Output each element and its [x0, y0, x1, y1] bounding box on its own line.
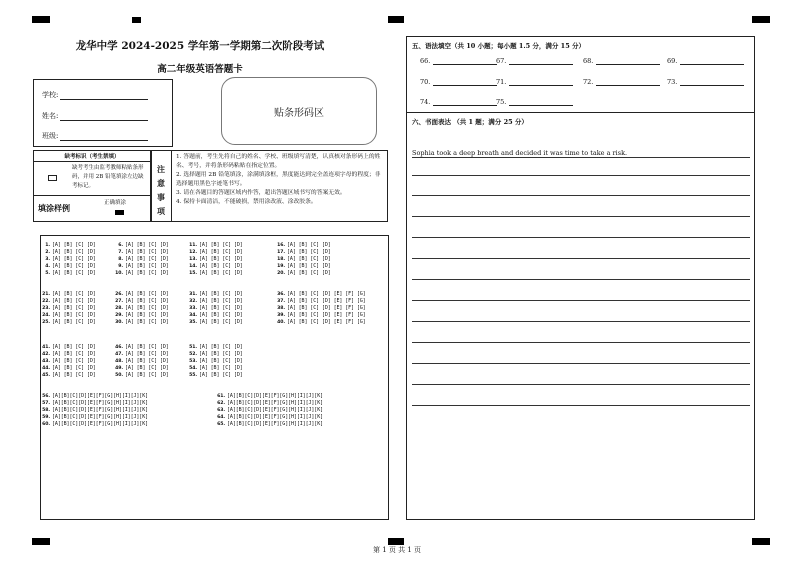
- mc-row[interactable]: 18. [A] [B] [C] [D]: [277, 256, 331, 262]
- mc-row[interactable]: 3. [A] [B] [C] [D]: [45, 256, 96, 262]
- mc-row[interactable]: 52. [A] [B] [C] [D]: [189, 351, 243, 357]
- blank-66[interactable]: 66.: [420, 57, 497, 65]
- mc-row[interactable]: 35. [A] [B] [C] [D]: [189, 319, 243, 325]
- school-field[interactable]: [42, 90, 148, 100]
- writing-line[interactable]: [412, 195, 750, 196]
- note-item: 3. 请在各题目的答题区域内作答，超出答题区域书写的答案无效。: [176, 190, 346, 196]
- page-subtitle: 高二年级英语答题卡: [157, 64, 243, 75]
- mc-row[interactable]: 40. [A] [B] [C] [D] [E] [F] [G]: [277, 319, 366, 325]
- mc-row[interactable]: 15. [A] [B] [C] [D]: [189, 270, 243, 276]
- mc-row[interactable]: 1. [A] [B] [C] [D]: [45, 242, 96, 248]
- mc-row[interactable]: 31. [A] [B] [C] [D]: [189, 291, 243, 297]
- mc-block-2-col-2: [113, 291, 169, 326]
- mc-row[interactable]: 32. [A] [B] [C] [D]: [189, 298, 243, 304]
- absent-checkbox[interactable]: [48, 175, 57, 181]
- mc-row[interactable]: 63. [A][B][C][D][E][F][G][H][I][J][K]: [217, 407, 324, 413]
- mc-row[interactable]: 30. [A] [B] [C] [D]: [115, 319, 169, 325]
- alignment-mark: [32, 538, 50, 545]
- alignment-mark: [752, 538, 770, 545]
- mc-row[interactable]: 23. [A] [B] [C] [D]: [42, 305, 96, 311]
- mc-row[interactable]: 13. [A] [B] [C] [D]: [189, 256, 243, 262]
- mc-row[interactable]: 2. [A] [B] [C] [D]: [45, 249, 96, 255]
- mc-row[interactable]: 17. [A] [B] [C] [D]: [277, 249, 331, 255]
- mc-row[interactable]: 28. [A] [B] [C] [D]: [115, 305, 169, 311]
- mc-row[interactable]: 43. [A] [B] [C] [D]: [42, 358, 96, 364]
- mc-row[interactable]: 8. [A] [B] [C] [D]: [118, 256, 169, 262]
- mc-row[interactable]: 44. [A] [B] [C] [D]: [42, 365, 96, 371]
- mc-row[interactable]: 57. [A][B][C][D][E][F][G][H][I][J][K]: [42, 400, 149, 406]
- fill-correct-label: 正确填涂: [104, 200, 127, 206]
- class-label: 班级:: [42, 132, 59, 140]
- blank-67[interactable]: 67.: [496, 57, 573, 65]
- mc-row[interactable]: 41. [A] [B] [C] [D]: [42, 344, 96, 350]
- mc-row[interactable]: 59. [A][B][C][D][E][F][G][H][I][J][K]: [42, 414, 149, 420]
- mc-row[interactable]: 64. [A][B][C][D][E][F][G][H][I][J][K]: [217, 414, 324, 420]
- mc-row[interactable]: 34. [A] [B] [C] [D]: [189, 312, 243, 318]
- mc-row[interactable]: 27. [A] [B] [C] [D]: [115, 298, 169, 304]
- mc-row[interactable]: 46. [A] [B] [C] [D]: [115, 344, 169, 350]
- mc-block-1-col-4: [275, 242, 331, 277]
- mc-row[interactable]: 51. [A] [B] [C] [D]: [189, 344, 243, 350]
- mc-row[interactable]: 55. [A] [B] [C] [D]: [189, 372, 243, 378]
- mc-row[interactable]: 25. [A] [B] [C] [D]: [42, 319, 96, 325]
- mc-row[interactable]: 19. [A] [B] [C] [D]: [277, 263, 331, 269]
- section-divider: [406, 112, 755, 113]
- mc-row[interactable]: 4. [A] [B] [C] [D]: [45, 263, 96, 269]
- mc-row[interactable]: 38. [A] [B] [C] [D] [E] [F] [G]: [277, 305, 366, 311]
- mc-row[interactable]: 36. [A] [B] [C] [D] [E] [F] [G]: [277, 291, 366, 297]
- absent-title: 缺考标识（考生禁填）: [64, 154, 120, 160]
- name-line[interactable]: [60, 114, 148, 121]
- class-field[interactable]: [42, 131, 148, 141]
- mc-row[interactable]: 7. [A] [B] [C] [D]: [118, 249, 169, 255]
- name-label: 姓名:: [42, 112, 59, 120]
- writing-line[interactable]: [412, 321, 750, 322]
- mc-row[interactable]: 49. [A] [B] [C] [D]: [115, 365, 169, 371]
- mc-row[interactable]: 58. [A][B][C][D][E][F][G][H][I][J][K]: [42, 407, 149, 413]
- mc-block-2-col-1: [40, 291, 96, 326]
- mc-block-1-col-1: [40, 242, 96, 277]
- note-item: 1. 答题前，考生先将自己的姓名、学校、班级填写清楚，认真核对条形码上的姓名、考号，并将条形码粘贴在指定位置。: [176, 154, 381, 169]
- blank-69[interactable]: 69.: [667, 57, 744, 65]
- mc-block-4-col-2: [215, 393, 323, 428]
- mc-block-2-col-4: [275, 291, 366, 326]
- writing-line[interactable]: [412, 258, 750, 259]
- school-line[interactable]: [60, 93, 148, 100]
- mc-row[interactable]: 47. [A] [B] [C] [D]: [115, 351, 169, 357]
- alignment-mark: [32, 16, 50, 23]
- writing-prompt: Sophia took a deep breath and decided it was time to take a risk.: [412, 149, 750, 158]
- mc-row[interactable]: 42. [A] [B] [C] [D]: [42, 351, 96, 357]
- mc-block-3-col-1: [40, 344, 96, 379]
- mc-row[interactable]: 29. [A] [B] [C] [D]: [115, 312, 169, 318]
- mc-row[interactable]: 14. [A] [B] [C] [D]: [189, 263, 243, 269]
- mc-block-1-col-3: [187, 242, 243, 277]
- mc-row[interactable]: 54. [A] [B] [C] [D]: [189, 365, 243, 371]
- mc-row[interactable]: 53. [A] [B] [C] [D]: [189, 358, 243, 364]
- writing-line[interactable]: [412, 279, 750, 280]
- mc-block-4-col-1: [40, 393, 148, 428]
- absent-text: 缺考考生由监考教师粘贴条形码，并用 2B 铅笔填涂左边缺考标记。: [72, 165, 144, 189]
- note-item: 2. 选择题用 2B 铅笔填涂，涂满填涂框，黑度能达到完全盖连项字母的程度；非选择题用黑色字迹笔书写。: [176, 172, 381, 187]
- note-item: 4. 保持卡面清洁，不能破损，禁用涂改液、涂改胶条。: [176, 199, 317, 205]
- notes-label: 注意事项: [157, 164, 165, 216]
- alignment-mark: [132, 17, 141, 23]
- page-title: 龙华中学 2024-2025 学年第一学期第二次阶段考试: [75, 40, 325, 52]
- fill-divider: [33, 195, 151, 196]
- mc-row[interactable]: 9. [A] [B] [C] [D]: [118, 263, 169, 269]
- writing-line[interactable]: [412, 237, 750, 238]
- blank-71[interactable]: 71.: [496, 78, 573, 86]
- mc-row[interactable]: 24. [A] [B] [C] [D]: [42, 312, 96, 318]
- writing-line[interactable]: [412, 175, 750, 176]
- mc-row[interactable]: 12. [A] [B] [C] [D]: [189, 249, 243, 255]
- blank-74[interactable]: 74.: [420, 98, 497, 106]
- blank-68[interactable]: 68.: [583, 57, 660, 65]
- notes-list: [176, 153, 383, 207]
- mc-row[interactable]: 20. [A] [B] [C] [D]: [277, 270, 331, 276]
- mc-row[interactable]: 33. [A] [B] [C] [D]: [189, 305, 243, 311]
- school-label: 学校:: [42, 91, 59, 99]
- writing-line[interactable]: [412, 216, 750, 217]
- notes-label-divider: [171, 150, 172, 222]
- mc-row[interactable]: 61. [A][B][C][D][E][F][G][H][I][J][K]: [217, 393, 324, 399]
- mc-row[interactable]: 5. [A] [B] [C] [D]: [45, 270, 96, 276]
- mc-row[interactable]: 10. [A] [B] [C] [D]: [115, 270, 169, 276]
- barcode-label: 贴条形码区: [274, 107, 324, 119]
- writing-line[interactable]: [412, 405, 750, 406]
- blank-75[interactable]: 75.: [496, 98, 573, 106]
- name-field[interactable]: [42, 111, 148, 121]
- class-line[interactable]: [60, 134, 148, 141]
- mc-row[interactable]: 62. [A][B][C][D][E][F][G][H][I][J][K]: [217, 400, 324, 406]
- mc-row[interactable]: 22. [A] [B] [C] [D]: [42, 298, 96, 304]
- writing-line[interactable]: [412, 363, 750, 364]
- writing-line[interactable]: [412, 342, 750, 343]
- fill-sample-title: 填涂样例: [38, 203, 70, 213]
- mc-block-3-col-3: [187, 344, 243, 379]
- section5-title: 五、语法填空（共 10 小题；每小题 1.5 分，满分 15 分）: [412, 42, 585, 50]
- alignment-mark: [388, 538, 404, 545]
- page-number: 第 1 页 共 1 页: [372, 546, 422, 554]
- mc-row[interactable]: 45. [A] [B] [C] [D]: [42, 372, 96, 378]
- mc-row[interactable]: 65. [A][B][C][D][E][F][G][H][I][J][K]: [217, 421, 324, 427]
- mc-row[interactable]: 37. [A] [B] [C] [D] [E] [F] [G]: [277, 298, 366, 304]
- right-answer-panel: [406, 36, 755, 520]
- mc-block-1-col-2: [113, 242, 169, 277]
- mc-row[interactable]: 11. [A] [B] [C] [D]: [189, 242, 243, 248]
- writing-line[interactable]: [412, 300, 750, 301]
- blank-73[interactable]: 73.: [667, 78, 744, 86]
- fill-sample-mark: [115, 210, 124, 215]
- mc-row[interactable]: 50. [A] [B] [C] [D]: [115, 372, 169, 378]
- mc-block-2-col-3: [187, 291, 243, 326]
- alignment-mark: [388, 16, 404, 23]
- mc-row[interactable]: 21. [A] [B] [C] [D]: [42, 291, 96, 297]
- mc-row[interactable]: 26. [A] [B] [C] [D]: [115, 291, 169, 297]
- mc-row[interactable]: 60. [A][B][C][D][E][F][G][H][I][J][K]: [42, 421, 149, 427]
- mc-row[interactable]: 16. [A] [B] [C] [D]: [277, 242, 331, 248]
- absent-divider: [33, 161, 151, 162]
- blank-72[interactable]: 72.: [583, 78, 660, 86]
- section6-title: 六、书面表达 （共 1 题；满分 25 分）: [412, 118, 528, 126]
- barcode-area: [221, 77, 377, 145]
- mc-row[interactable]: 48. [A] [B] [C] [D]: [115, 358, 169, 364]
- mc-row[interactable]: 56. [A][B][C][D][E][F][G][H][I][J][K]: [42, 393, 149, 399]
- mc-row[interactable]: 6. [A] [B] [C] [D]: [118, 242, 169, 248]
- mc-row[interactable]: 39. [A] [B] [C] [D] [E] [F] [G]: [277, 312, 366, 318]
- alignment-mark: [752, 16, 770, 23]
- blank-70[interactable]: 70.: [420, 78, 497, 86]
- writing-line[interactable]: [412, 384, 750, 385]
- mc-block-3-col-2: [113, 344, 169, 379]
